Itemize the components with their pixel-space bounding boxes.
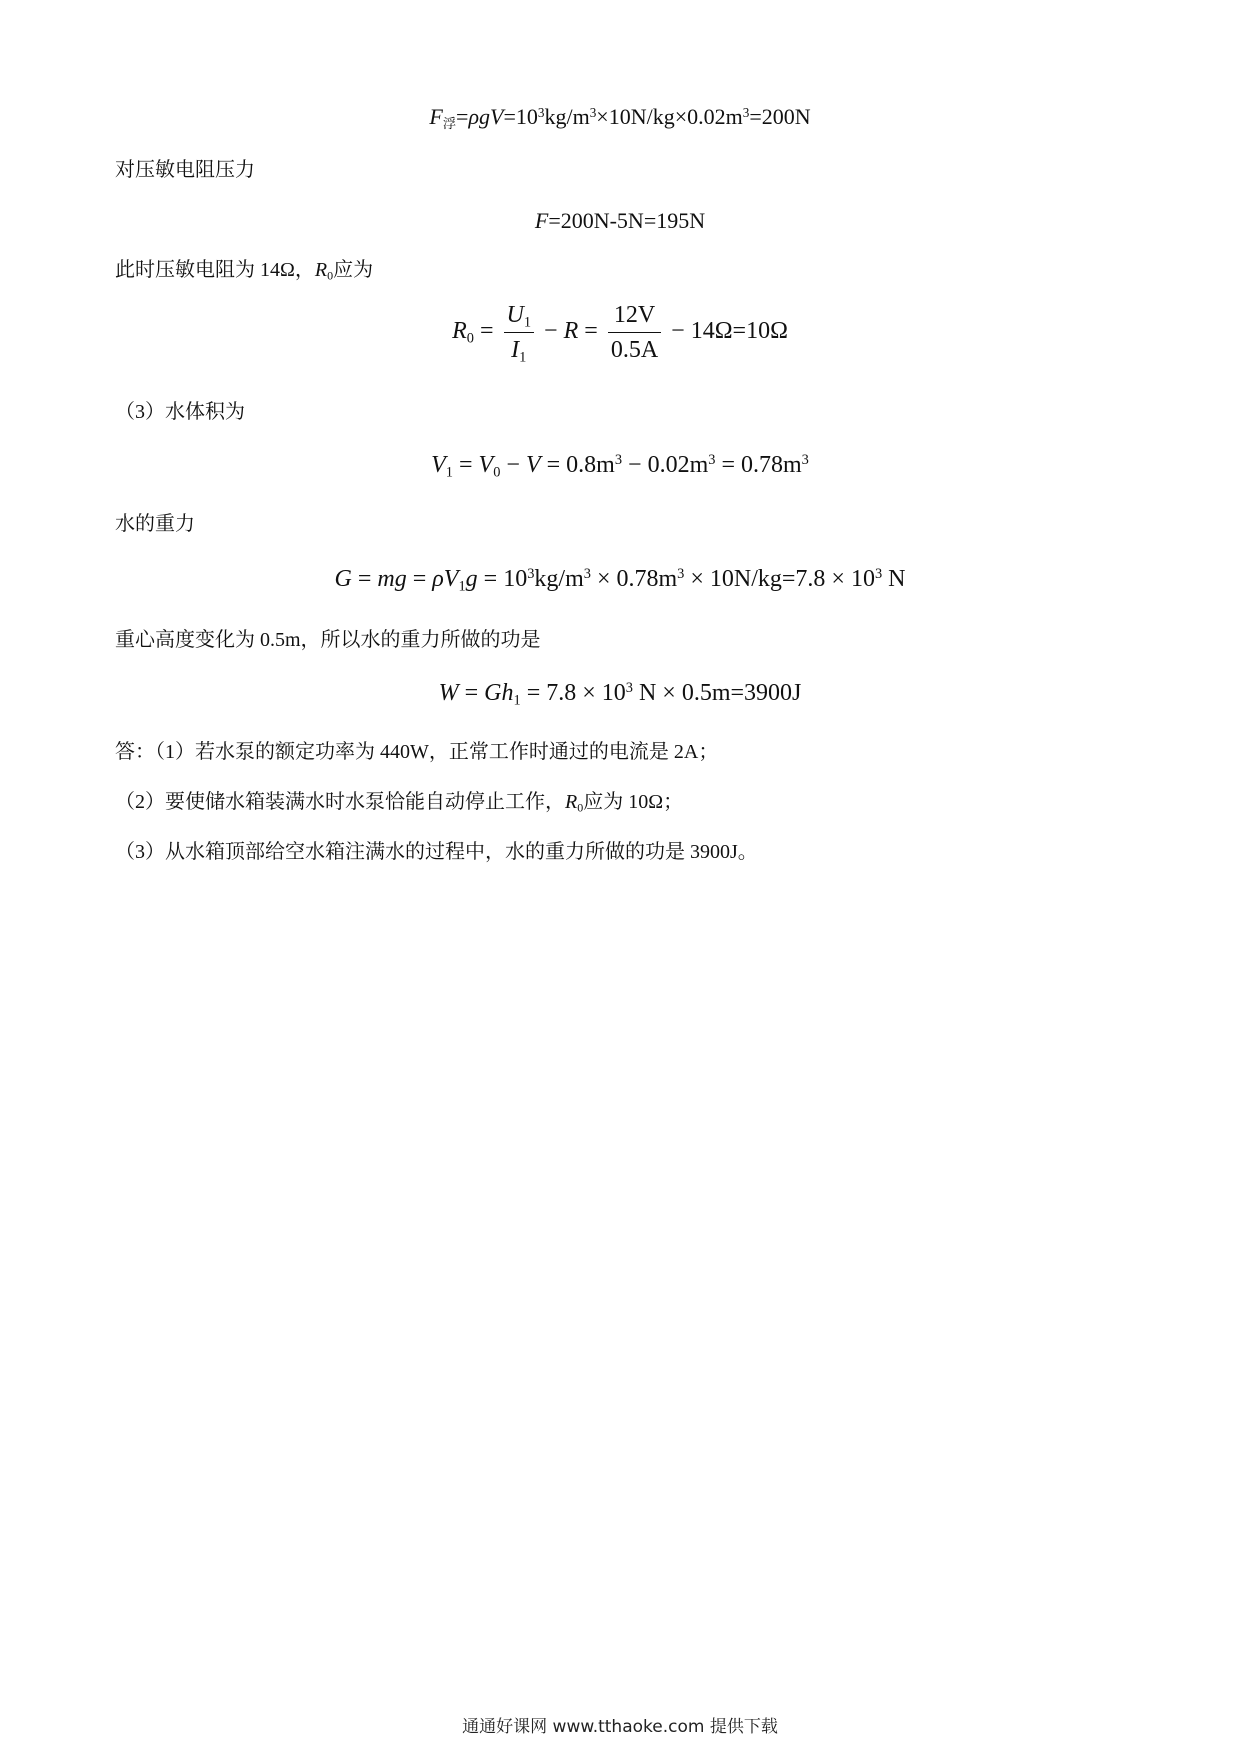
eq-text: ×10N/kg×0.02m — [596, 104, 743, 129]
equation-volume — [0, 450, 1240, 480]
exponent: 3 — [625, 680, 633, 697]
equals-sign: = — [453, 452, 479, 478]
eq-text: = 10 — [477, 566, 528, 592]
subscript-fu: 浮 — [442, 115, 457, 131]
text-resistor-value — [115, 256, 373, 284]
fraction-numerator: 12V — [608, 300, 661, 333]
eq-text: =200N-5N=195N — [548, 208, 706, 233]
exponent: 3 — [874, 566, 883, 583]
fraction-denominator — [504, 333, 535, 365]
minus-sign: − — [538, 318, 564, 345]
symbol-h: h — [501, 680, 514, 706]
symbol-V: V — [525, 452, 541, 478]
answer-part-2 — [115, 788, 683, 816]
equation-work — [0, 678, 1240, 708]
symbol-V: V — [443, 566, 459, 592]
equals-sign: = — [406, 566, 433, 592]
exponent: 3 — [614, 452, 623, 469]
eq-text: − 0.02m — [622, 452, 709, 478]
symbol-R: R — [314, 259, 328, 281]
subscript: 1 — [519, 349, 527, 366]
symbol-R: R — [452, 318, 467, 345]
text-segment: 应为 — [333, 259, 374, 281]
text-segment: 此时压敏电阻为 14Ω， — [115, 259, 315, 281]
symbol-g: g — [479, 104, 490, 129]
text-pressure-on-resistor: 对压敏电阻压力 — [115, 159, 255, 181]
text-water-weight: 水的重力 — [115, 513, 195, 535]
equation-weight — [0, 564, 1240, 594]
symbol-W: W — [438, 680, 459, 706]
answer-part-3: （3）从水箱顶部给空水箱注满水的过程中，水的重力所做的功是 3900J。 — [115, 841, 758, 863]
subscript: 1 — [513, 692, 521, 709]
equals-sign: = — [351, 566, 378, 592]
eq-text: N — [882, 566, 906, 592]
subscript: 1 — [458, 578, 466, 595]
eq-text: N × 0.5m=3900J — [632, 680, 802, 706]
subscript: 0 — [577, 800, 584, 815]
subscript: 0 — [493, 464, 501, 481]
exponent: 3 — [583, 566, 591, 583]
eq-text: =10 — [503, 104, 538, 129]
equals-sign: = — [456, 104, 469, 129]
eq-text: × 0.78m — [590, 566, 678, 592]
exponent: 3 — [589, 104, 597, 120]
symbol-V: V — [478, 452, 494, 478]
fraction-numerator — [504, 300, 535, 333]
fraction-u-over-i — [504, 300, 535, 365]
equals-sign: = — [473, 318, 500, 345]
eq-text: =200N — [749, 104, 811, 129]
text-segment: 应为 10Ω； — [583, 791, 684, 813]
symbol-g: g — [465, 566, 478, 592]
symbol-G: G — [334, 566, 352, 592]
symbol-rho: ρ — [468, 104, 479, 129]
subscript: 1 — [445, 464, 453, 481]
symbol-R: R — [565, 791, 578, 813]
eq-text: × 10N/kg=7.8 × 10 — [684, 566, 875, 592]
eq-text: − 14Ω=10Ω — [665, 318, 788, 345]
fraction-denominator: 0.5A — [610, 337, 659, 363]
text-segment: （2）要使储水箱装满水时水泵恰能自动停止工作， — [115, 791, 565, 813]
equals-sign: = — [578, 318, 604, 345]
exponent: 3 — [801, 452, 809, 469]
subscript: 0 — [466, 330, 474, 347]
subscript: 0 — [327, 268, 334, 283]
symbol-F: F — [534, 208, 549, 233]
answer-part-1: 答：（1）若水泵的额定功率为 440W，正常工作时通过的电流是 2A； — [115, 741, 719, 763]
equation-buoyancy — [0, 102, 1240, 132]
eq-text: kg/m — [534, 566, 584, 592]
eq-text: = 0.78m — [715, 452, 802, 478]
symbol-I: I — [511, 337, 520, 363]
exponent: 3 — [537, 104, 545, 120]
exponent: 3 — [708, 452, 716, 469]
symbol-rho: ρ — [432, 566, 444, 592]
exponent: 3 — [677, 566, 685, 583]
page-footer: 通通好课网 www.tthaoke.com 提供下载 — [462, 1717, 778, 1737]
symbol-G: G — [484, 680, 502, 706]
text-work-intro: 重心高度变化为 0.5m，所以水的重力所做的功是 — [115, 629, 541, 651]
equals-sign: = — [458, 680, 485, 706]
exponent: 3 — [527, 566, 535, 583]
symbol-F: F — [429, 104, 443, 129]
minus-sign: − — [500, 452, 526, 478]
fraction-values — [608, 300, 661, 365]
symbol-U: U — [506, 302, 524, 328]
equation-force — [0, 206, 1240, 236]
exponent: 3 — [742, 104, 750, 120]
eq-text: = 0.8m — [540, 452, 615, 478]
symbol-V: V — [431, 452, 446, 478]
symbol-V: V — [490, 104, 504, 129]
eq-text: = 7.8 × 10 — [520, 680, 626, 706]
eq-text: kg/m — [544, 104, 590, 129]
text-water-volume: （3）水体积为 — [115, 401, 245, 423]
subscript: 1 — [523, 314, 532, 331]
symbol-mg: mg — [377, 566, 407, 592]
equation-r0 — [0, 300, 1240, 365]
symbol-R: R — [563, 318, 579, 345]
